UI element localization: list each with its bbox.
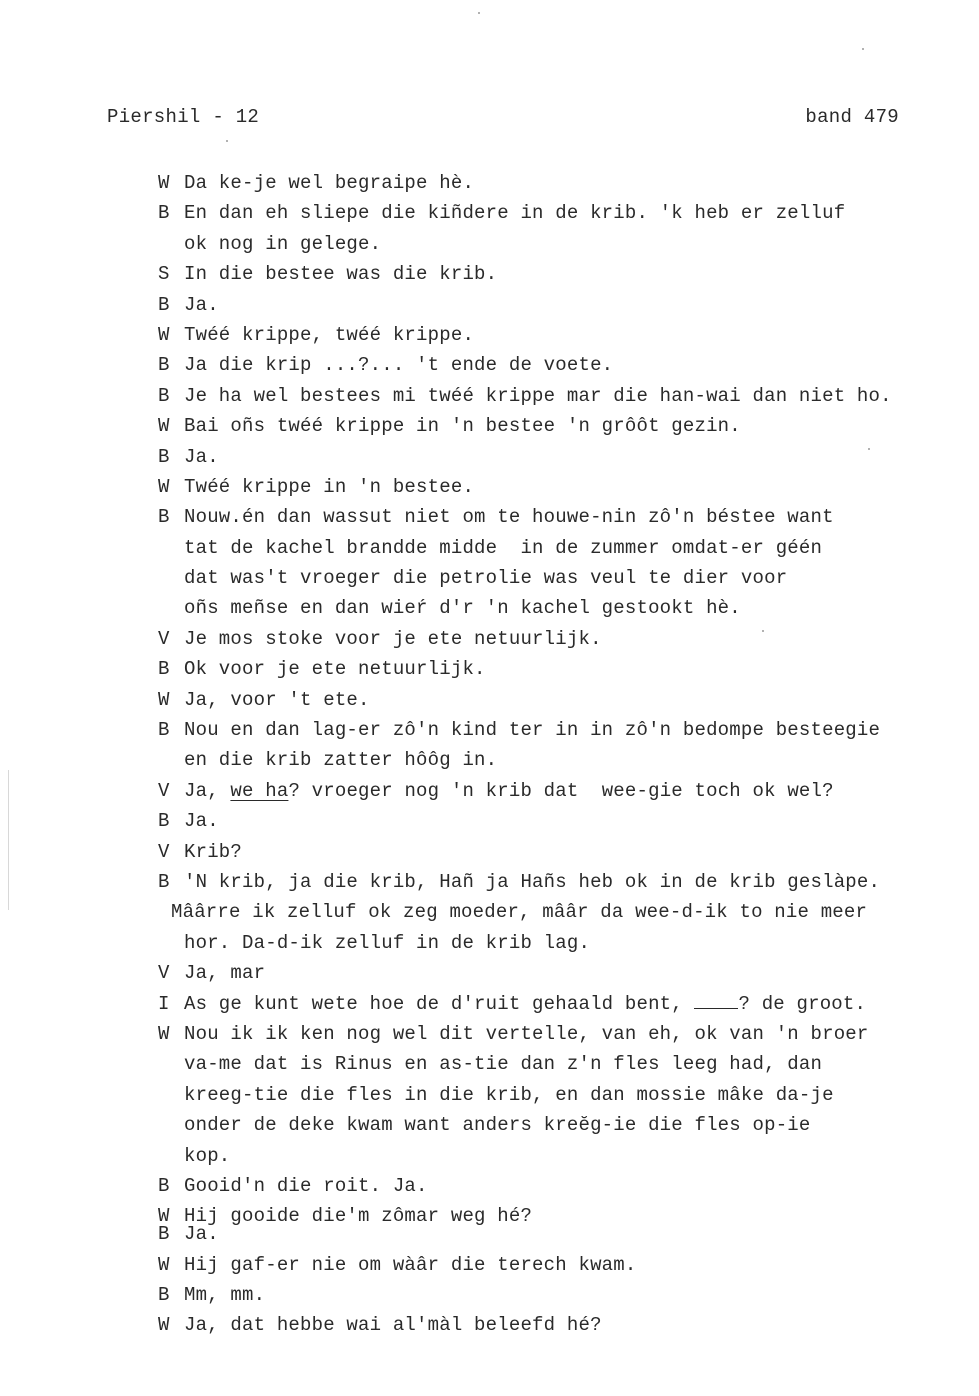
speaker-label: W: [158, 1314, 170, 1337]
speaker-label: B: [158, 870, 170, 893]
utterance-text: Mâârre ik zelluf ok zeg moeder, mââr da wee-d-ik to nie meer: [171, 901, 868, 924]
scan-speck: [226, 140, 228, 142]
turn-continuation: [158, 1080, 938, 1110]
speaker-turn: [158, 989, 938, 1019]
speaker-turn: [158, 411, 938, 441]
utterance-text: dat was't vroeger die petrolie was veul te dier voor: [184, 567, 788, 590]
speaker-label: V: [158, 779, 170, 802]
speaker-label: B: [158, 1284, 170, 1307]
speaker-turn: [158, 168, 938, 198]
header-tape-number: band 479: [805, 106, 899, 128]
speaker-label: V: [158, 962, 170, 985]
utterance-text: Ja.: [184, 810, 219, 833]
turn-continuation: [158, 897, 938, 927]
scan-speck: [862, 48, 864, 50]
speaker-turn: [158, 837, 938, 867]
speaker-label: I: [158, 992, 170, 1015]
utterance-text: ok nog in gelege.: [184, 232, 382, 255]
page-header: [107, 106, 899, 132]
scan-speck: [868, 448, 870, 450]
utterance-text: Ja, mar: [184, 962, 266, 985]
speaker-turn: [158, 715, 938, 745]
utterance-text: In die bestee was die krib.: [184, 263, 498, 286]
utterance-text: Nou ik ik ken nog wel dit vertelle, van eh, ok van 'n broer: [184, 1022, 869, 1045]
speaker-turn: [158, 867, 938, 897]
utterance-text: En dan eh sliepe die kiñdere in de krib. 'k heb er zelluf: [184, 202, 846, 225]
utterance-text: Krib?: [184, 840, 243, 863]
speaker-label: S: [158, 263, 170, 286]
speaker-turn: [158, 381, 938, 411]
speaker-label: W: [158, 1205, 170, 1228]
utterance-text: Ja.: [184, 1223, 219, 1246]
speaker-label: W: [158, 323, 170, 346]
speaker-label: B: [158, 202, 170, 225]
utterance-text: oñs meñse en dan wieŕ d'r 'n kachel gestookt hè.: [184, 597, 741, 620]
speaker-label: B: [158, 293, 170, 316]
utterance-text: As ge kunt wete hoe de d'ruit gehaald bent, ? de groot.: [184, 989, 866, 1019]
speaker-label: B: [158, 354, 170, 377]
utterance-text: onder de deke kwam want anders kreĕg-ie die fles op-ie: [184, 1114, 811, 1137]
speaker-turn: [158, 472, 938, 502]
speaker-turn: [158, 320, 938, 350]
utterance-text: Da ke-je wel begraipe hè.: [184, 172, 475, 194]
speaker-label: B: [158, 384, 170, 407]
turn-continuation: [158, 745, 938, 775]
utterance-text: Je ha wel bestees mi twéé krippe mar die han-wai dan niet ho.: [184, 384, 892, 407]
speaker-turn: [158, 654, 938, 684]
turn-continuation: [158, 928, 938, 958]
utterance-text: Ja, voor 't ete.: [184, 688, 370, 711]
speaker-label: W: [158, 1022, 170, 1045]
speaker-label: W: [158, 688, 170, 711]
utterance-text: Twéé krippe in 'n bestee.: [184, 475, 475, 498]
speaker-label: W: [158, 172, 170, 194]
scan-speck: [478, 12, 480, 14]
speaker-turn: [158, 1310, 938, 1340]
speaker-label: V: [158, 627, 170, 650]
utterance-text: Nou en dan lag-er zô'n kind ter in in zô'n bedompe besteegie: [184, 719, 881, 742]
turn-continuation: [158, 593, 938, 623]
speaker-turn: [158, 198, 938, 228]
speaker-turn: [158, 259, 938, 289]
speaker-turn: [158, 1219, 938, 1249]
speaker-turn: [158, 1201, 938, 1228]
underlined-phrase: we ha: [230, 779, 289, 802]
scan-margin-artifact: [8, 770, 9, 910]
speaker-turn: [158, 685, 938, 715]
transcript-body: [158, 168, 938, 1341]
utterance-text: tat de kachel brandde midde in de zummer omdat-er géén: [184, 536, 823, 559]
speaker-label: W: [158, 1253, 170, 1276]
speaker-turn: [158, 350, 938, 380]
speaker-label: B: [158, 810, 170, 833]
speaker-turn: [158, 624, 938, 654]
utterance-text: Ja, we ha? vroeger nog 'n krib dat wee-gie toch ok wel?: [184, 779, 834, 802]
utterance-text: 'N krib, ja die krib, Hañ ja Hañs heb ok in de krib geslàpe.: [184, 870, 881, 893]
speaker-label: B: [158, 1223, 170, 1246]
utterance-text: Nouw.én dan wassut niet om te houwe-nin zô'n béstee want: [184, 506, 834, 529]
turn-continuation: [158, 1141, 938, 1171]
header-title: Piershil - 12: [107, 106, 260, 128]
speaker-label: W: [158, 475, 170, 498]
utterance-text: kop.: [184, 1144, 231, 1167]
utterance-text: Twéé krippe, twéé krippe.: [184, 323, 475, 346]
speaker-turn: [158, 290, 938, 320]
utterance-text: Je mos stoke voor je ete netuurlijk.: [184, 627, 602, 650]
speaker-turn: [158, 1019, 938, 1049]
turn-continuation: [158, 533, 938, 563]
utterance-text: Ja.: [184, 293, 219, 316]
utterance-text: Mm, mm.: [184, 1284, 266, 1307]
utterance-text: hor. Da-d-ik zelluf in de krib lag.: [184, 931, 591, 954]
turn-continuation: [158, 1049, 938, 1079]
utterance-text: Ja.: [184, 445, 219, 468]
inaudible-blank: [694, 990, 738, 1009]
speaker-label: W: [158, 415, 170, 438]
utterance-text: Ja, dat hebbe wai al'màl beleefd hé?: [184, 1314, 602, 1337]
utterance-text: Ja die krip ...?... 't ende de voete.: [184, 354, 614, 377]
speaker-turn: [158, 776, 938, 806]
speaker-label: B: [158, 1174, 170, 1197]
turn-continuation: [158, 229, 938, 259]
speaker-turn: [158, 1171, 938, 1201]
utterance-text: Bai oñs twéé krippe in 'n bestee 'n grôôt gezin.: [184, 415, 741, 438]
turn-continuation: [158, 563, 938, 593]
speaker-turn: [158, 958, 938, 988]
utterance-text: Gooid'n die roit. Ja.: [184, 1174, 428, 1197]
utterance-text: Ok voor je ete netuurlijk.: [184, 658, 486, 681]
speaker-turn: [158, 1250, 938, 1280]
scan-speck: [762, 630, 764, 632]
speaker-turn: [158, 1280, 938, 1310]
speaker-label: B: [158, 506, 170, 529]
speaker-label: V: [158, 840, 170, 863]
utterance-text: Hij gooide die'm zômar weg hé?: [184, 1205, 533, 1228]
utterance-text: va-me dat is Rinus en as-tie dan z'n fles leeg had, dan: [184, 1053, 823, 1076]
speaker-turn: [158, 806, 938, 836]
speaker-turn: [158, 442, 938, 472]
speaker-label: B: [158, 445, 170, 468]
speaker-label: B: [158, 719, 170, 742]
utterance-text: en die krib zatter hôôg in.: [184, 749, 498, 772]
turn-continuation: [158, 1110, 938, 1140]
speaker-label: B: [158, 658, 170, 681]
speaker-turn: [158, 502, 938, 532]
utterance-text: Hij gaf-er nie om wàâr die terech kwam.: [184, 1253, 637, 1276]
utterance-text: kreeg-tie die fles in die krib, en dan mossie mâke da-je: [184, 1083, 834, 1106]
